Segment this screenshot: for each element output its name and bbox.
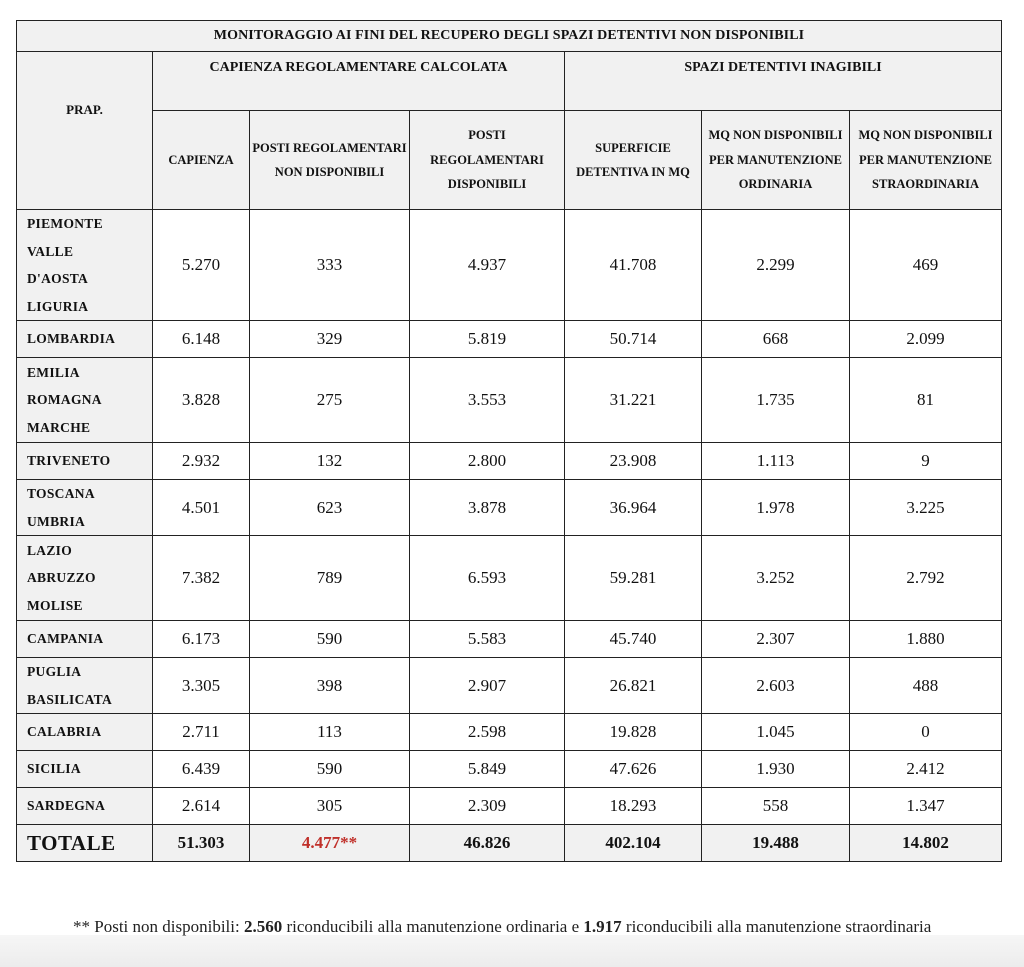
value-cell: 1.930 [702,751,850,788]
region-name [17,210,153,321]
value-cell: 9 [850,443,1002,480]
region-name-line: LIGURIA [27,298,89,314]
region-name-line: CALABRIA [27,724,102,740]
table-row [17,751,1002,788]
region-name-line: MARCHE [27,419,91,435]
value-cell: 132 [250,443,410,480]
region-name [17,751,153,788]
value-cell: 1.880 [850,621,1002,658]
value-cell: 18.293 [565,788,702,825]
value-cell: 2.603 [702,658,850,714]
value-cell: 789 [250,536,410,621]
value-cell: 19.828 [565,714,702,751]
table-row [17,788,1002,825]
value-cell: 333 [250,210,410,321]
region-name-line: VALLE [27,243,74,259]
value-cell: 275 [250,358,410,443]
total-value: 51.303 [153,825,250,862]
value-cell: 5.849 [410,751,565,788]
footnote-prefix: ** Posti non disponibili: [73,917,244,936]
value-cell: 6.593 [410,536,565,621]
region-name [17,480,153,536]
table-title: MONITORAGGIO AI FINI DEL RECUPERO DEGLI SPAZI DETENTIVI NON DISPONIBILI [17,21,1002,52]
total-value: 46.826 [410,825,565,862]
value-cell: 3.225 [850,480,1002,536]
total-value-highlighted: 4.477** [250,825,410,862]
group-header-spazi-inagibili: SPAZI DETENTIVI INAGIBILI [565,52,1002,111]
table-row [17,210,1002,321]
group-header-capienza: CAPIENZA REGOLAMENTARE CALCOLATA [153,52,565,111]
value-cell: 590 [250,621,410,658]
value-cell: 1.978 [702,480,850,536]
value-cell: 4.937 [410,210,565,321]
total-value: 14.802 [850,825,1002,862]
column-header: POSTI REGOLAMENTARI NON DISPONIBILI [250,111,410,210]
prap-header: PRAP. [17,52,153,210]
region-name [17,443,153,480]
region-name-line: TRIVENETO [27,453,111,469]
footnote-middle: riconducibili alla manutenzione ordinaria e [282,917,584,936]
value-cell: 398 [250,658,410,714]
column-header: SUPERFICIE DETENTIVA IN MQ [565,111,702,210]
value-cell: 0 [850,714,1002,751]
value-cell: 81 [850,358,1002,443]
value-cell: 558 [702,788,850,825]
region-name [17,658,153,714]
value-cell: 113 [250,714,410,751]
value-cell: 31.221 [565,358,702,443]
region-name-line: SARDEGNA [27,798,106,814]
region-name-line: LOMBARDIA [27,331,116,347]
value-cell: 590 [250,751,410,788]
footnote-value-ordinaria: 2.560 [243,917,283,936]
value-cell: 2.299 [702,210,850,321]
region-name-line: PUGLIA [27,664,82,679]
total-value: 402.104 [565,825,702,862]
region-name-line: TOSCANA [27,486,95,501]
value-cell: 623 [250,480,410,536]
value-cell: 469 [850,210,1002,321]
column-header: CAPIENZA [153,111,250,210]
value-cell: 26.821 [565,658,702,714]
value-cell: 2.932 [153,443,250,480]
monitoring-table [16,20,1002,862]
value-cell: 2.792 [850,536,1002,621]
region-name [17,621,153,658]
region-name-line: LAZIO [27,542,73,558]
table-row [17,480,1002,536]
value-cell: 6.173 [153,621,250,658]
table-row [17,443,1002,480]
table-row [17,321,1002,358]
value-cell: 1.045 [702,714,850,751]
value-cell: 1.735 [702,358,850,443]
region-name-line: ABRUZZO [27,570,96,586]
region-name [17,536,153,621]
value-cell: 2.800 [410,443,565,480]
value-cell: 41.708 [565,210,702,321]
value-cell: 1.113 [702,443,850,480]
value-cell: 47.626 [565,751,702,788]
value-cell: 488 [850,658,1002,714]
value-cell: 2.307 [702,621,850,658]
region-name [17,358,153,443]
value-cell: 45.740 [565,621,702,658]
footnote [73,910,953,943]
table-row [17,358,1002,443]
value-cell: 3.553 [410,358,565,443]
table-row [17,658,1002,714]
value-cell: 2.711 [153,714,250,751]
footnote-suffix: riconducibili alla manutenzione straordinaria [621,917,932,936]
value-cell: 5.819 [410,321,565,358]
region-name-line: EMILIA [27,364,80,380]
footnote-value-straordinaria: 1.917 [583,917,622,936]
value-cell: 6.439 [153,751,250,788]
value-cell: 59.281 [565,536,702,621]
value-cell: 1.347 [850,788,1002,825]
region-name-line: CAMPANIA [27,631,104,647]
region-name-line: BASILICATA [27,691,113,707]
value-cell: 5.270 [153,210,250,321]
table-row [17,536,1002,621]
value-cell: 23.908 [565,443,702,480]
total-label: TOTALE [17,825,153,862]
value-cell: 5.583 [410,621,565,658]
value-cell: 36.964 [565,480,702,536]
value-cell: 2.412 [850,751,1002,788]
region-name [17,714,153,751]
value-cell: 305 [250,788,410,825]
value-cell: 2.907 [410,658,565,714]
column-header: POSTI REGOLAMENTARI DISPONIBILI [410,111,565,210]
region-name-line: ROMAGNA [27,392,102,408]
value-cell: 668 [702,321,850,358]
value-cell: 329 [250,321,410,358]
table-body [17,210,1002,825]
total-row [17,825,1002,862]
value-cell: 2.614 [153,788,250,825]
value-cell: 2.099 [850,321,1002,358]
region-name [17,321,153,358]
column-header: MQ NON DISPONIBILI PER MANUTENZIONE STRAORDINARIA [850,111,1002,210]
value-cell: 2.309 [410,788,565,825]
value-cell: 4.501 [153,480,250,536]
column-header: MQ NON DISPONIBILI PER MANUTENZIONE ORDINARIA [702,111,850,210]
value-cell: 3.252 [702,536,850,621]
value-cell: 50.714 [565,321,702,358]
value-cell: 3.878 [410,480,565,536]
value-cell: 6.148 [153,321,250,358]
value-cell: 3.828 [153,358,250,443]
region-name-line: PIEMONTE [27,216,103,231]
total-value: 19.488 [702,825,850,862]
region-name-line: D'AOSTA [27,271,89,286]
region-name-line: MOLISE [27,597,83,613]
region-name [17,788,153,825]
value-cell: 2.598 [410,714,565,751]
table-row [17,621,1002,658]
region-name-line: SICILIA [27,761,81,777]
region-name-line: UMBRIA [27,513,86,529]
value-cell: 7.382 [153,536,250,621]
table-row [17,714,1002,751]
value-cell: 3.305 [153,658,250,714]
